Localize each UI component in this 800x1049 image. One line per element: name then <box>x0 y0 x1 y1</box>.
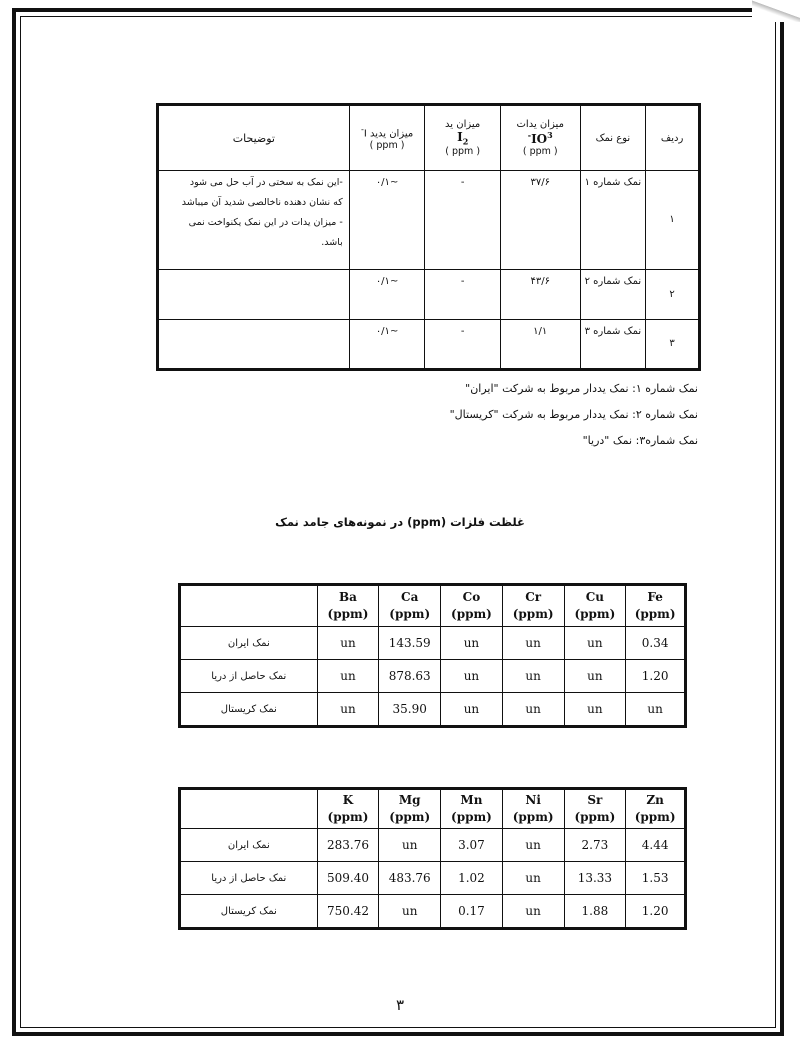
table-row <box>180 627 686 660</box>
col-header <box>626 789 686 829</box>
element-unit: (ppm) <box>327 607 369 621</box>
cell-value: 3.07 <box>441 829 503 862</box>
element-symbol: Mn <box>460 793 483 807</box>
cell-value: 483.76 <box>379 862 441 895</box>
footnote: نمک شماره ۱: نمک یددار مربوط به شرکت "ایران" <box>465 382 698 395</box>
row1-iodate: ۳۷/۶ <box>500 171 580 269</box>
element-unit: (ppm) <box>634 607 676 621</box>
header-notes: توضیحات <box>158 105 350 171</box>
row-label: نمک حاصل از دریا <box>180 862 318 895</box>
col-header <box>502 585 564 627</box>
col-header <box>564 789 626 829</box>
row2-iodine: - <box>425 269 501 319</box>
col-header <box>502 789 564 829</box>
page-corner-curl <box>752 0 800 22</box>
row2-radif: ۲ <box>646 269 700 319</box>
cell-value: 13.33 <box>564 862 626 895</box>
element-symbol: Cr <box>525 590 542 604</box>
metals-caption: غلظت فلزات (ppm) در نمونه‌های جامد نمک <box>275 515 525 529</box>
row3-salt: نمک شماره ۳ <box>580 319 646 369</box>
col-header <box>441 789 503 829</box>
iodide-title: میزان یدید I <box>363 128 414 140</box>
cell-value: un <box>502 627 564 660</box>
metals-table-header <box>180 789 686 829</box>
cell-value: 35.90 <box>379 693 441 727</box>
element-symbol: Zn <box>646 793 664 807</box>
element-unit: (ppm) <box>389 810 431 824</box>
cell-value: 509.40 <box>317 862 379 895</box>
row-label: نمک ایران <box>180 829 318 862</box>
note-line: باشد. <box>321 237 343 249</box>
cell-value: 1.02 <box>441 862 503 895</box>
table-row <box>158 269 700 319</box>
iodine-table-header <box>158 105 700 171</box>
col-header <box>379 789 441 829</box>
iodine-formula-text: I <box>457 129 463 144</box>
cell-value: 750.42 <box>317 895 379 929</box>
row-label: نمک کریستال <box>180 895 318 929</box>
cell-value: un <box>564 660 626 693</box>
cell-value: 4.44 <box>626 829 686 862</box>
element-unit: (ppm) <box>512 607 554 621</box>
cell-value: un <box>441 693 503 727</box>
cell-value: un <box>502 829 564 862</box>
cell-value: un <box>502 895 564 929</box>
header-salt-type: نوع نمک <box>580 105 646 171</box>
cell-value: 1.88 <box>564 895 626 929</box>
element-symbol: Cu <box>585 590 605 604</box>
row1-iodide: ~۰/۱ <box>349 171 425 269</box>
row2-notes <box>158 269 350 319</box>
element-symbol: K <box>342 793 354 807</box>
row3-iodide: ~۰/۱ <box>349 319 425 369</box>
table-row <box>180 693 686 727</box>
cell-value: 1.20 <box>626 660 686 693</box>
col-header <box>626 585 686 627</box>
note-line: که نشان دهنده ناخالصی شدید آن میباشد <box>181 197 343 209</box>
cell-value: un <box>317 693 379 727</box>
cell-value: 143.59 <box>379 627 441 660</box>
row1-iodine: - <box>425 171 501 269</box>
col-header <box>317 585 379 627</box>
header-iodide <box>349 105 425 171</box>
cell-value: un <box>502 693 564 727</box>
element-symbol: Mg <box>398 793 421 807</box>
header-iodine <box>425 105 501 171</box>
iodate-formula-text: IO <box>531 132 548 147</box>
iodide-title-line <box>352 125 423 139</box>
col-header <box>441 585 503 627</box>
iodine-title: میزان ید <box>445 118 481 130</box>
iodine-formula <box>427 130 498 146</box>
cell-value: 0.34 <box>626 627 686 660</box>
element-unit: (ppm) <box>512 810 554 824</box>
row2-iodide: ~۰/۱ <box>349 269 425 319</box>
iodine-unit: ( ppm ) <box>445 146 481 158</box>
row1-radif: ۱ <box>646 171 700 269</box>
row2-iodate: ۴۳/۶ <box>500 269 580 319</box>
col-header <box>379 585 441 627</box>
cell-value: un <box>564 693 626 727</box>
cell-value: 1.20 <box>626 895 686 929</box>
cell-value: 1.53 <box>626 862 686 895</box>
iodine-subscript: 2 <box>462 136 469 147</box>
cell-value: un <box>502 862 564 895</box>
footnote: نمک شماره۳: نمک "دریا" <box>582 434 698 447</box>
cell-value: 2.73 <box>564 829 626 862</box>
iodine-table <box>156 103 701 371</box>
row1-salt: نمک شماره ۱ <box>580 171 646 269</box>
row3-iodate: ۱/۱ <box>500 319 580 369</box>
cell-value: un <box>379 895 441 929</box>
row1-notes <box>158 171 350 269</box>
cell-value: un <box>626 693 686 727</box>
element-unit: (ppm) <box>574 607 616 621</box>
element-symbol: Ba <box>339 590 357 604</box>
cell-value: un <box>379 829 441 862</box>
element-symbol: Co <box>462 590 481 604</box>
row3-iodine: - <box>425 319 501 369</box>
element-unit: (ppm) <box>451 810 492 824</box>
note-line: -این نمک به سختی در آب حل می شود <box>189 177 343 189</box>
cell-value: un <box>564 627 626 660</box>
element-unit: (ppm) <box>389 607 431 621</box>
page-number: ۳ <box>395 996 405 1014</box>
col-header-empty <box>180 789 318 829</box>
table-row <box>158 319 700 369</box>
row-label: نمک حاصل از دریا <box>180 660 318 693</box>
element-symbol: Fe <box>647 590 663 604</box>
row-label: نمک ایران <box>180 627 318 660</box>
metals-table-2 <box>178 787 687 930</box>
col-header-empty <box>180 585 318 627</box>
header-iodate <box>500 105 580 171</box>
row2-salt: نمک شماره ۲ <box>580 269 646 319</box>
row3-notes <box>158 319 350 369</box>
note-line: - میزان یدات در این نمک یکنواخت نمی <box>188 217 343 229</box>
element-symbol: Ca <box>401 590 419 604</box>
cell-value: un <box>441 660 503 693</box>
header-radif: ردیف <box>646 105 700 171</box>
table-row <box>180 895 686 929</box>
row3-radif: ۳ <box>646 319 700 369</box>
row-label: نمک کریستال <box>180 693 318 727</box>
cell-value: 0.17 <box>441 895 503 929</box>
iodate-unit: ( ppm ) <box>522 146 558 158</box>
element-unit: (ppm) <box>634 810 676 824</box>
element-unit: (ppm) <box>451 607 492 621</box>
cell-value: 878.63 <box>379 660 441 693</box>
cell-value: un <box>317 627 379 660</box>
col-header <box>317 789 379 829</box>
col-header <box>564 585 626 627</box>
metals-table-1 <box>178 583 687 728</box>
element-symbol: Sr <box>587 793 603 807</box>
element-unit: (ppm) <box>327 810 369 824</box>
table-row <box>158 171 700 269</box>
table-row <box>180 660 686 693</box>
element-symbol: Ni <box>525 793 541 807</box>
cell-value: un <box>502 660 564 693</box>
footnote: نمک شماره ۲: نمک یددار مربوط به شرکت "کریستال" <box>449 408 698 421</box>
iodide-unit: ( ppm ) <box>369 139 405 151</box>
cell-value: un <box>317 660 379 693</box>
iodate-charge: 3- <box>527 130 553 141</box>
iodide-charge: - <box>360 125 364 135</box>
table-row <box>180 829 686 862</box>
footnotes <box>450 376 698 454</box>
element-unit: (ppm) <box>574 810 616 824</box>
cell-value: un <box>441 627 503 660</box>
iodate-title: میزان یدات <box>516 119 564 131</box>
iodate-formula <box>503 130 578 146</box>
table-row <box>180 862 686 895</box>
cell-value: 283.76 <box>317 829 379 862</box>
metals-table-header <box>180 585 686 627</box>
